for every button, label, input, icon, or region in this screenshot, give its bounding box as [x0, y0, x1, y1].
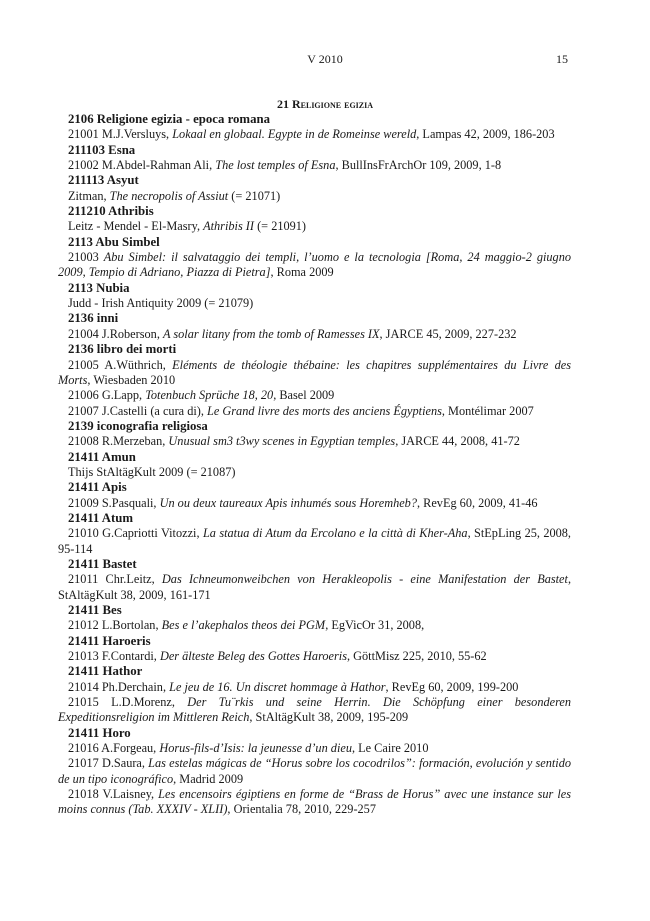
- section-heading: 21411 Bastet: [68, 556, 137, 571]
- entry-number: 21003: [68, 250, 99, 265]
- entry-citation: , StAltägKult 38, 2009, 161-171: [58, 572, 572, 602]
- entry-author: M.J.Versluys,: [101, 127, 170, 142]
- section-heading: 21411 Atum: [68, 510, 134, 525]
- entry-author: Chr.Leitz,: [105, 572, 155, 587]
- entry-title: Le jeu de 16. Un discret hommage à Hathor: [169, 679, 386, 694]
- entry-citation: , Orientalia 78, 2010, 229-257: [227, 802, 376, 817]
- bibliography-entry: [58, 388, 571, 403]
- entry-citation: , JARCE 44, 2008, 41-72: [395, 434, 520, 449]
- entry-author: Judd - Irish Antiquity 2009 (= 21079): [68, 296, 254, 311]
- bibliography-entry: [58, 756, 571, 787]
- bibliography-entry: [58, 250, 571, 281]
- entry-title: Unusual sm3 t3wy scenes in Egyptian temples: [168, 434, 396, 449]
- chapter-name: Religione egizia: [291, 97, 374, 111]
- chapter-title: [0, 97, 650, 112]
- entry-author: D.Saura,: [101, 756, 145, 771]
- bibliography-entry: [58, 434, 571, 449]
- section-heading: 2106 Religione egizia - epoca romana: [68, 112, 270, 126]
- running-header: V 2010: [307, 52, 343, 66]
- entry-number: 21007: [68, 403, 99, 418]
- entry-title: Horus-fils-d’Isis: la jeunesse d’un dieu: [159, 741, 352, 756]
- entry-title: Eléments de théologie thébaine: les chapitres supplémentaires du Livre des Morts: [58, 357, 571, 387]
- section-heading: 2113 Abu Simbel: [68, 234, 160, 249]
- entry-author: L.Bortolan,: [101, 618, 159, 633]
- entry-title: Abu Simbel: il salvataggio dei templi, l’uomo e la tecnologia [Roma, 24 maggio-2 giugno 2009, Tempio di Adriano, Piazza di Pietra]: [58, 250, 571, 280]
- section-heading: 211210 Athribis: [68, 204, 154, 219]
- entry-number: 21018: [68, 787, 99, 802]
- section-heading: 21411 Horo: [68, 725, 131, 740]
- entry-author: J.Roberson,: [101, 326, 160, 341]
- entry-citation: , Wiesbaden 2010: [87, 372, 176, 387]
- bibliography-entry: [58, 680, 571, 695]
- entry-author: M.Abdel-Rahman Ali,: [101, 158, 213, 173]
- bibliography-entry: [58, 618, 571, 633]
- entry-number: 21012: [68, 618, 99, 633]
- entry-citation: , EgVicOr 31, 2008,: [325, 618, 425, 633]
- entry-citation: , JARCE 45, 2009, 227-232: [379, 326, 517, 341]
- bibliography-entry: [58, 127, 571, 142]
- entry-title: Das Ichneumonweibchen von Herakleopolis - eine Manifestation der Bastet: [161, 572, 568, 587]
- section-heading: 2139 iconografia religiosa: [68, 418, 208, 433]
- entry-title: Lokaal en globaal. Egypte in de Romeinse wereld: [172, 127, 417, 142]
- entry-number: 21002: [68, 158, 99, 173]
- entry-citation: , BullInsFrArchOr 109, 2009, 1-8: [335, 158, 502, 173]
- entry-citation: , GöttMisz 225, 2010, 55-62: [347, 649, 487, 664]
- entry-number: 21009: [68, 495, 99, 510]
- entry-title: La statua di Atum da Ercolano e la città di Kher-Aha: [202, 526, 468, 541]
- entry-title: Les encensoirs égiptiens en forme de “Brass de Horus” avec une instance sur les moins connus (Tab. XXXIV - XLII): [58, 787, 571, 817]
- section-heading: 21411 Hathor: [68, 664, 143, 679]
- section-heading: 21411 Amun: [68, 449, 136, 464]
- entry-author: A.Forgeau,: [101, 741, 157, 756]
- bibliography-entry: [58, 219, 571, 234]
- bibliography-entry: [58, 404, 571, 419]
- entry-author: R.Merzeban,: [101, 434, 166, 449]
- entry-title: The necropolis of Assiut: [109, 188, 229, 203]
- bibliography-entry: [58, 158, 571, 173]
- section-heading: 2113 Nubia: [68, 280, 130, 295]
- entry-citation: , Roma 2009: [270, 265, 334, 280]
- section-heading: 21411 Apis: [68, 480, 127, 495]
- bibliography-entry: [58, 465, 571, 480]
- entry-number: 21015: [68, 695, 99, 710]
- entry-number: 21010: [68, 526, 99, 541]
- entry-citation: , Le Caire 2010: [351, 741, 429, 756]
- entry-citation: (= 21091): [254, 219, 307, 234]
- entry-number: 21006: [68, 388, 99, 403]
- section-heading: 211103 Esna: [68, 142, 136, 157]
- entry-author: S.Pasquali,: [101, 495, 157, 510]
- entry-author: G.Lapp,: [101, 388, 143, 403]
- entry-number: 21016: [68, 741, 99, 756]
- bibliography-entry: [58, 741, 571, 756]
- section-heading: 21411 Haroeris: [68, 633, 151, 648]
- entry-title: The lost temples of Esna: [215, 158, 336, 173]
- bibliography-entry: [58, 189, 571, 204]
- bibliography-entry: [58, 327, 571, 342]
- entry-number: 21014: [68, 679, 99, 694]
- entry-author: Ph.Derchain,: [101, 679, 167, 694]
- entry-title: Totenbuch Sprüche 18, 20: [145, 388, 274, 403]
- page-number: 15: [556, 52, 568, 66]
- entry-author: A.Wüthrich,: [104, 357, 166, 372]
- entry-title: Athribis II: [203, 219, 255, 234]
- bibliography-entry: [58, 526, 571, 557]
- entry-citation: , Lampas 42, 2009, 186-203: [416, 127, 555, 142]
- entry-author: G.Capriotti Vitozzi,: [102, 526, 200, 541]
- section-heading: 21411 Bes: [68, 603, 122, 617]
- entry-title: Der älteste Beleg des Gottes Haroeris: [159, 649, 347, 664]
- entry-citation: , Montélimar 2007: [441, 403, 534, 418]
- entry-author: Thijs StAltägKult 2009 (= 21087): [68, 464, 236, 479]
- bibliography-entry: [58, 787, 571, 818]
- entry-number: 21001: [68, 127, 99, 142]
- bibliography-entry: [58, 296, 571, 311]
- bibliography-entry: [58, 358, 571, 389]
- chapter-number: 21: [276, 97, 289, 111]
- bibliography-entry: [58, 695, 571, 726]
- section-heading: 2136 inni: [68, 311, 119, 326]
- section-heading: 211113 Asyut: [68, 173, 139, 188]
- entry-author: J.Castelli (a cura di),: [101, 403, 204, 418]
- entry-author: Leitz - Mendel - El-Masry,: [68, 219, 201, 234]
- entry-number: 21004: [68, 326, 99, 341]
- bibliography-entry: [58, 649, 571, 664]
- entry-citation: , StEpLing 25, 2008, 95-114: [58, 526, 572, 556]
- entry-citation: , Madrid 2009: [173, 771, 244, 786]
- entry-title: A solar litany from the tomb of Ramesses IX: [162, 326, 380, 341]
- entry-number: 21008: [68, 434, 99, 449]
- entry-number: 21017: [68, 756, 99, 771]
- entry-title: Le Grand livre des morts des anciens Égyptiens: [207, 403, 442, 418]
- bibliography-list: [58, 112, 571, 818]
- bibliography-entry: [58, 496, 571, 511]
- entry-author: L.D.Morenz,: [111, 695, 175, 710]
- entry-citation: , RevEg 60, 2009, 199-200: [385, 679, 519, 694]
- entry-number: 21011: [68, 572, 99, 587]
- section-heading: 2136 libro dei morti: [68, 342, 177, 357]
- entry-title: Bes e l’akephalos theos dei PGM: [161, 618, 326, 633]
- entry-citation: , RevEg 60, 2009, 41-46: [416, 495, 538, 510]
- entry-author: Zitman,: [68, 188, 107, 203]
- bibliography-entry: [58, 572, 571, 603]
- entry-title: Las estelas mágicas de “Horus sobre los cocodrilos”: formación, evolución y sentido de un tipo iconográfico: [58, 756, 572, 786]
- entry-citation: , Basel 2009: [273, 388, 335, 403]
- entry-citation: , StAltägKult 38, 2009, 195-209: [249, 710, 409, 725]
- entry-author: V.Laisney,: [102, 787, 155, 802]
- entry-number: 21005: [68, 357, 99, 372]
- entry-number: 21013: [68, 649, 99, 664]
- entry-author: F.Contardi,: [101, 649, 157, 664]
- entry-citation: (= 21071): [228, 188, 281, 203]
- entry-title: Der Tu¨rkis und seine Herrin. Die Schöpfung einer besonderen Expeditionsreligion im Mittleren Reich: [58, 695, 572, 725]
- entry-title: Un ou deux taureaux Apis inhumés sous Horemheb?: [159, 495, 417, 510]
